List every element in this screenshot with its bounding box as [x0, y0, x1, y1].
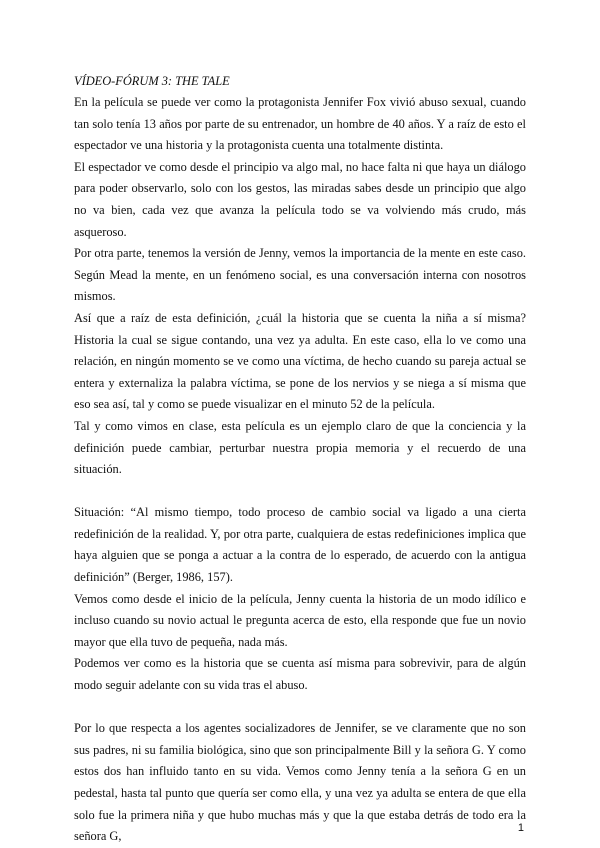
- paragraph-4: Así que a raíz de esta definición, ¿cuál la historia que se cuenta la niña a sí misma? Historia la cual se sigue contando, una vez ya adulta. En este caso, ella lo ve como una relación, en ningún momento se ve como una víctima, de hecho cuando su pareja actual se entera y externaliza la palabra víctima, se pone de los nervios y se niega a sí misma que eso sea así, tal y como se puede visualizar en el minuto 52 de la película.: [74, 310, 526, 412]
- page-number: 1: [517, 822, 524, 834]
- page-content: [74, 70, 526, 848]
- paragraph-6: Situación: “Al mismo tiempo, todo proceso de cambio social va ligado a una cierta redefinición de la realidad. Y, por otra parte, cualquiera de estas redefiniciones implica que haya alguien que se ponga a actuar a la contra de lo esperado, de acuerdo con la antigua definición” (Berger, 1986, 157).: [74, 505, 526, 585]
- document-title: VÍDEO-FÓRUM 3: THE TALE: [74, 74, 230, 88]
- paragraph-8: Podemos ver como es la historia que se cuenta así misma para sobrevivir, para de algún modo seguir adelante con su vida tras el abuso.: [74, 656, 526, 693]
- paragraph-7: Vemos como desde el inicio de la película, Jenny cuenta la historia de un modo idílico e incluso cuando su novio actual le pregunta acerca de esto, ella responde que fue un novio mayor que ella tuvo de pequeña, nada más.: [74, 591, 526, 649]
- paragraph-2: El espectador ve como desde el principio va algo mal, no hace falta ni que haya un diálogo para poder observarlo, solo con los gestos, las miradas sabes desde un principio que algo no va bien, cada vez que avanza la película todo se va volviendo más crudo, más asqueroso.: [74, 159, 526, 239]
- paragraph-spacer: [74, 697, 526, 719]
- paragraph-5: Tal y como vimos en clase, esta película es un ejemplo claro de que la conciencia y la definición puede cambiar, perturbar nuestra propia memoria y el recuerdo de una situación.: [74, 418, 526, 477]
- paragraph-9: Por lo que respecta a los agentes socializadores de Jennifer, se ve claramente que no son sus padres, ni su familia biológica, sino que son principalmente Bill y la señora G. Y como estos dos han influido tanto en su vida. Vemos como Jenny tenía a la señora G en un pedestal, hasta tal punto que quería ser como ella, y una vez ya adulta se entera de que ella solo fue la primera niña y que hubo muchas más y que la que estaba detrás de todo era la señora G,: [74, 721, 526, 844]
- paragraph-3: Por otra parte, tenemos la versión de Jenny, vemos la importancia de la mente en este caso. Según Mead la mente, en un fenómeno social, es una conversación interna con nosotros mismos.: [74, 246, 526, 304]
- paragraph-spacer: [74, 481, 526, 503]
- paragraph-1: En la película se puede ver como la protagonista Jennifer Fox vivió abuso sexual, cuando tan solo tenía 13 años por parte de su entrenador, un hombre de 40 años. Y a raíz de esto el espectador ve una historia y la protagonista cuenta una totalmente distinta.: [74, 95, 526, 153]
